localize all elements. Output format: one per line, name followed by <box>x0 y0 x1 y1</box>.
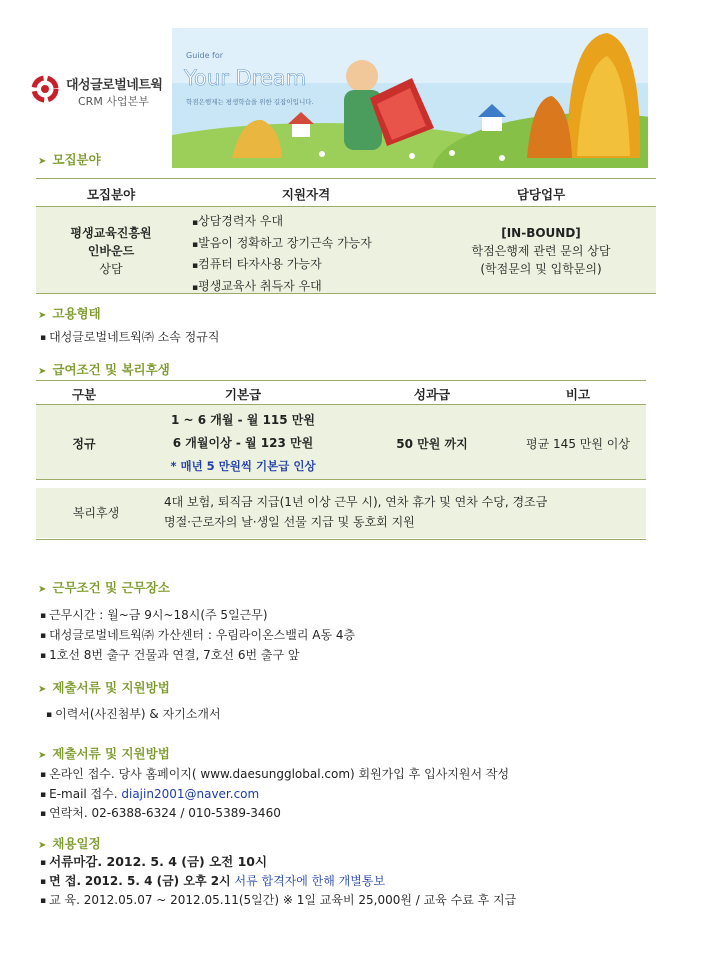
banner-small-text: Guide for <box>186 51 224 60</box>
header-banner <box>172 28 648 168</box>
section-heading-schedule: ➤ 채용일정 <box>38 836 101 851</box>
list-item: ▪ 교 육. 2012.05.07 ~ 2012.05.11(5일간) ※ 1일 교육비 25,000원 / 교육 수료 후 지급 <box>40 893 517 907</box>
col-header-base: 기본급 <box>224 387 262 402</box>
interview-note: 서류 합격자에 한해 개별통보 <box>234 874 386 888</box>
company-division: CRM 사업본부 <box>78 95 149 108</box>
chevron-right-icon: ➤ <box>38 684 47 695</box>
list-item: ▪컴퓨터 타자사용 가능자 <box>192 257 322 271</box>
email-link[interactable]: diajin2001@naver.com <box>121 787 260 801</box>
section-heading-apply: ➤ 제출서류 및 지원방법 <box>38 746 170 761</box>
col-header-performance: 성과급 <box>413 387 451 402</box>
chevron-right-icon: ➤ <box>38 584 47 595</box>
list-item: ▪ 근무시간 : 월~금 9시~18시(주 5일근무) <box>40 608 268 622</box>
chevron-right-icon: ➤ <box>38 366 47 377</box>
list-item: ▪ 서류마감. 2012. 5. 4 (금) 오전 10시 <box>40 854 268 869</box>
list-item: ▪ 연락처. 02-6388-6324 / 010-5389-3460 <box>40 806 281 820</box>
welfare-line: 4대 보험, 퇴직금 지급(1년 이상 근무 시), 연차 휴가 및 연차 수당, 경조금 <box>164 495 548 509</box>
list-item: ▪ 1호선 8번 출구 건물과 연결, 7호선 6번 출구 앞 <box>40 648 300 662</box>
list-item: ▪ 대성글로벌네트웍㈜ 가산센터 : 우림라이온스밸리 A동 4층 <box>40 628 356 642</box>
welfare-text <box>164 492 547 532</box>
base-salary-line: 6 개월이상 - 월 123 만원 <box>172 436 314 450</box>
recruit-field-line: 상담 <box>99 262 123 276</box>
duty-cell <box>426 224 656 278</box>
table-row-rule <box>36 479 646 480</box>
welfare-label: 복리후생 <box>72 506 120 520</box>
col-header-field: 모집분야 <box>86 187 136 202</box>
list-item: ▪ 온라인 접수. 당사 홈페이지( www.daesungglobal.com) 회원가입 후 입사지원서 작성 <box>40 767 510 781</box>
list-item: ▪ 대성글로벌네트웍㈜ 소속 정규직 <box>40 330 220 344</box>
base-salary-cell <box>132 409 354 478</box>
company-logo <box>30 72 180 112</box>
list-item: ▪상담경력자 우대 <box>192 214 284 228</box>
salary-table <box>36 378 656 546</box>
duty-line: (학점문의 및 입학문의) <box>480 262 602 276</box>
salary-note: 평균 145 만원 이상 <box>526 437 630 451</box>
performance-bonus: 50 만원 까지 <box>396 437 468 451</box>
qualification-list <box>192 212 372 298</box>
banner-title: Your Dream <box>184 66 307 90</box>
section-heading-documents: ➤ 제출서류 및 지원방법 <box>38 680 170 695</box>
duty-line: 학점은행제 관련 문의 상담 <box>471 244 611 258</box>
base-salary-note: * 매년 5 만원씩 기본급 인상 <box>170 459 316 473</box>
table-bottom-rule <box>36 539 646 540</box>
table-top-rule <box>36 380 646 381</box>
col-header-note: 비고 <box>565 387 591 402</box>
list-item: ▪ E-mail 접수. diajin2001@naver.com <box>40 787 260 801</box>
col-header-type: 구분 <box>71 387 97 402</box>
salary-type: 정규 <box>72 437 96 451</box>
col-header-duty: 담당업무 <box>516 187 566 202</box>
section-heading-employment: ➤ 고용형태 <box>38 306 101 321</box>
list-item: ▪발음이 정확하고 장기근속 가능자 <box>192 235 372 250</box>
list-item: ▪ 이력서(사진첨부) & 자기소개서 <box>46 707 221 721</box>
recruit-field-line: 인바운드 <box>87 244 135 258</box>
section-heading-salary: ➤ 급여조건 및 복리후생 <box>38 362 170 377</box>
section-heading-workplace: ➤ 근무조건 및 근무장소 <box>38 580 170 595</box>
base-salary-line: 1 ~ 6 개월 - 월 115 만원 <box>171 413 315 427</box>
chevron-right-icon: ➤ <box>38 840 47 851</box>
banner-illustration <box>172 28 648 168</box>
list-item: ▪ 면 접. 2012. 5. 4 (금) 오후 2시 서류 합격자에 한해 개별통보 <box>40 874 386 888</box>
recruit-field-cell <box>36 224 186 278</box>
welfare-line: 명절·근로자의 날·생일 선물 지급 및 동호회 지원 <box>164 515 415 529</box>
list-item: ▪평생교육사 취득자 우대 <box>192 278 322 293</box>
table-top-rule <box>36 178 656 179</box>
recruit-field-line: 평생교육진흥원 <box>70 226 152 240</box>
company-logo-icon <box>30 74 60 104</box>
chevron-right-icon: ➤ <box>38 750 47 761</box>
section-heading-recruit: ➤ 모집분야 <box>38 152 101 167</box>
chevron-right-icon: ➤ <box>38 156 47 167</box>
col-header-qualification: 지원자격 <box>281 187 331 202</box>
duty-title: [IN-BOUND] <box>501 226 581 240</box>
company-name: 대성글로벌네트웍 <box>66 78 163 93</box>
banner-caption: 학점은행제는 평생학습을 위한 길잡이입니다. <box>186 98 314 106</box>
chevron-right-icon: ➤ <box>38 310 47 321</box>
recruit-table <box>36 176 656 296</box>
